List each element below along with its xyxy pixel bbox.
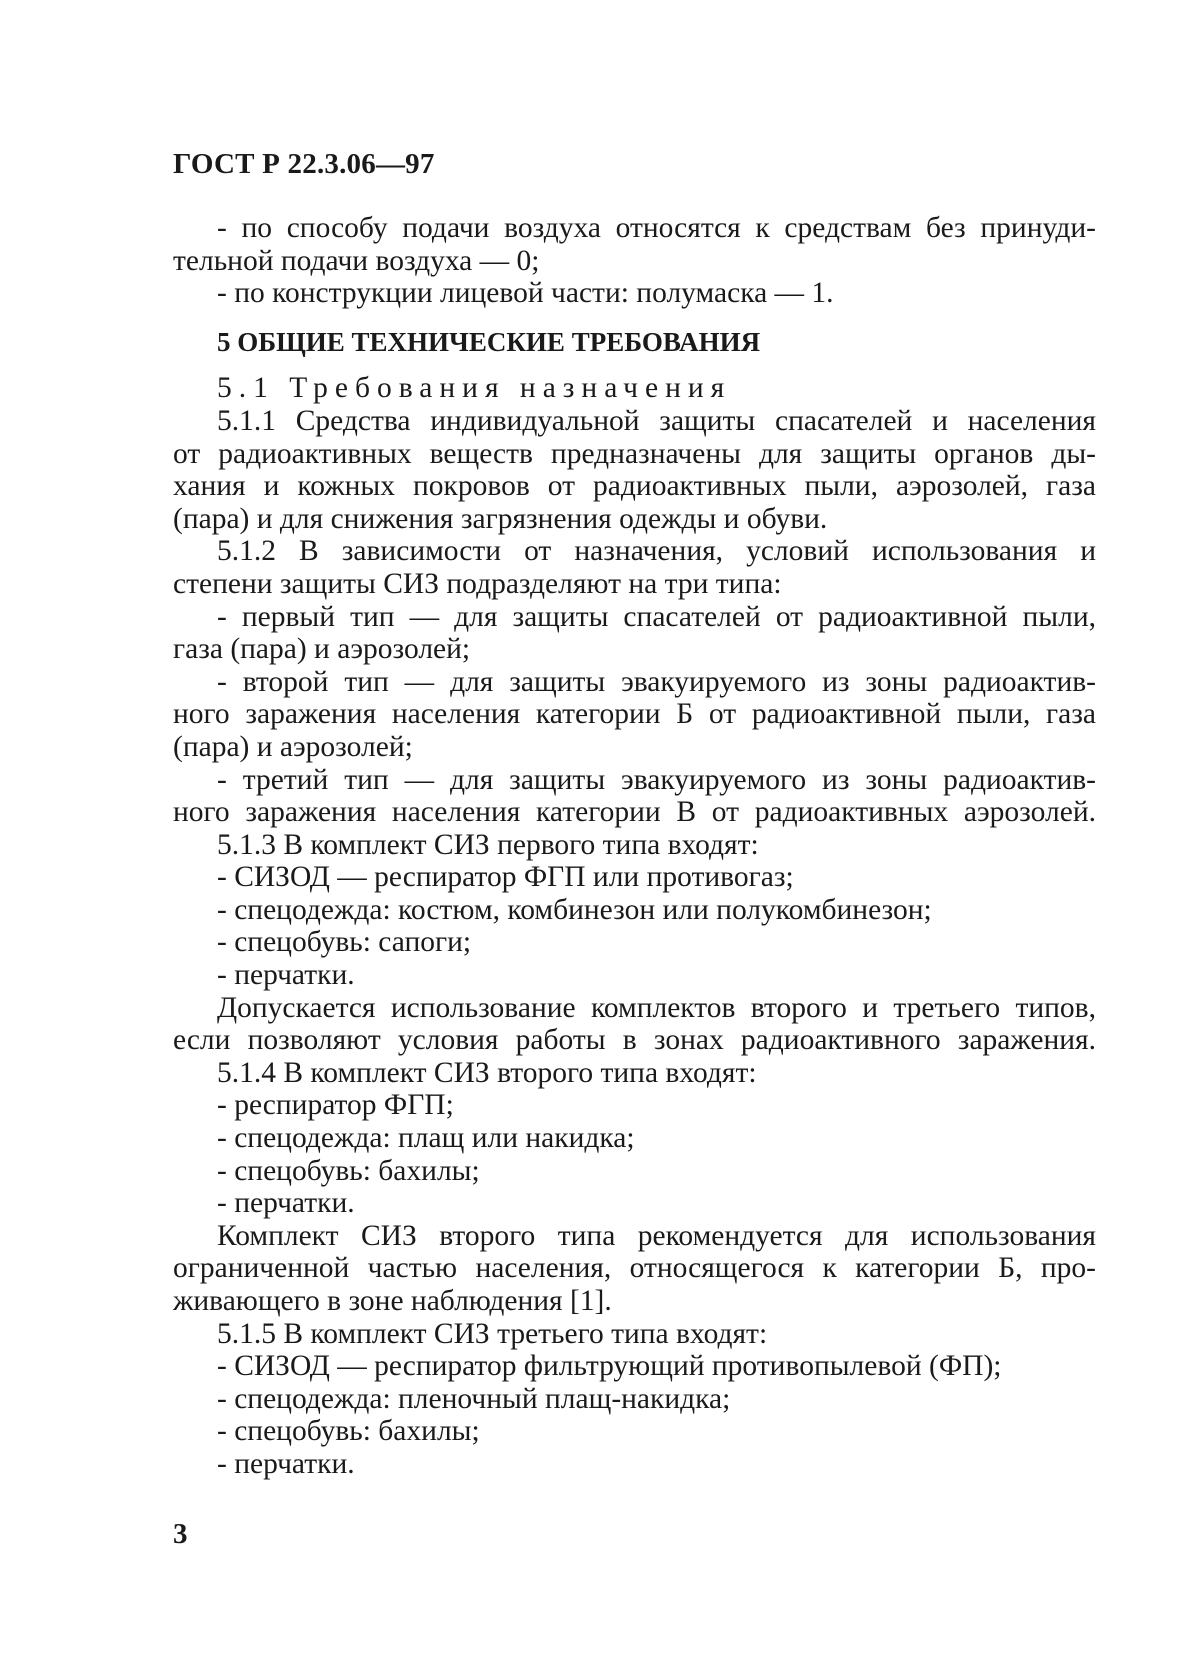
text-line: 5.1.5 В комплект СИЗ третьего типа входят: xyxy=(217,1317,768,1350)
section-title: 5 ОБЩИЕ ТЕХНИЧЕСКИЕ ТРЕБОВАНИЯ xyxy=(217,326,761,357)
text-line: ного заражения населения категории В от радиоактивных аэрозолей. xyxy=(173,796,1096,829)
list-item: - второй тип — для защиты эвакуируемого из зоны радиоактив- xyxy=(217,665,1096,698)
text-line: степени защиты СИЗ подразделяют на три типа: xyxy=(173,567,782,600)
text-line: газа (пара) и аэрозолей; xyxy=(173,633,471,666)
list-item: - спецобувь: бахилы; xyxy=(217,1154,480,1187)
text-line: если позволяют условия работы в зонах радиоактивного заражения. xyxy=(173,1024,1096,1057)
text-line: живающего в зоне наблюдения [1]. xyxy=(173,1285,612,1317)
list-item: - спецодежда: костюм, комбинезон или полукомбинезон; xyxy=(217,893,932,926)
text-line: 5.1.3 В комплект СИЗ первого типа входят: xyxy=(217,828,759,861)
text-line: (пара) и аэрозолей; xyxy=(173,730,413,763)
list-item: - перчатки. xyxy=(217,1187,355,1220)
list-item: - спецодежда: плащ или накидка; xyxy=(217,1122,635,1155)
list-item: - спецодежда: пленочный плащ-накидка; xyxy=(217,1382,731,1415)
text-line: (пара) и для снижения загрязнения одежды и обуви. xyxy=(173,502,828,535)
list-item: - СИЗОД — респиратор ФГП или противогаз; xyxy=(217,861,794,894)
text-line: Комплект СИЗ второго типа рекомендуется для использования xyxy=(217,1219,1096,1252)
document-header: ГОСТ Р 22.3.06—97 xyxy=(173,148,435,180)
text-line: 5.1.1 Средства индивидуальной защиты спасателей и населения xyxy=(217,404,1096,437)
list-item: - СИЗОД — респиратор фильтрующий противопылевой (ФП); xyxy=(217,1350,1002,1383)
list-item: - третий тип — для защиты эвакуируемого из зоны радиоактив- xyxy=(217,763,1096,796)
text-line: ного заражения населения категории Б от радиоактивной пыли, газа xyxy=(173,698,1096,731)
list-item: - перчатки. xyxy=(217,1447,355,1480)
text-line: 5.1.4 В комплект СИЗ второго типа входят: xyxy=(217,1056,757,1089)
subsection-title: 5.1 Требования назначения xyxy=(217,372,732,405)
page-number: 3 xyxy=(173,1518,188,1550)
text-line: Допускается использование комплектов второго и третьего типов, xyxy=(217,991,1096,1024)
text-line: от радиоактивных веществ предназначены для защиты органов ды- xyxy=(173,437,1096,470)
list-item: - респиратор ФГП; xyxy=(217,1089,454,1122)
text-line: тельной подачи воздуха — 0; xyxy=(173,244,540,277)
list-item: - первый тип — для защиты спасателей от радиоактивной пыли, xyxy=(217,600,1096,633)
text-line: - по конструкции лицевой части: полумаска — 1. xyxy=(217,277,834,310)
text-line: - по способу подачи воздуха относятся к средствам без принуди- xyxy=(217,212,1096,244)
text-line: хания и кожных покровов от радиоактивных пыли, аэрозолей, газа xyxy=(173,470,1096,503)
document-body xyxy=(173,212,1096,1481)
list-item: - спецобувь: бахилы; xyxy=(217,1415,480,1448)
list-item: - спецобувь: сапоги; xyxy=(217,926,472,959)
text-line: 5.1.2 В зависимости от назначения, условий использования и xyxy=(217,535,1096,568)
list-item: - перчатки. xyxy=(217,959,355,992)
text-line: ограниченной частью населения, относящегося к категории Б, про- xyxy=(173,1252,1096,1285)
